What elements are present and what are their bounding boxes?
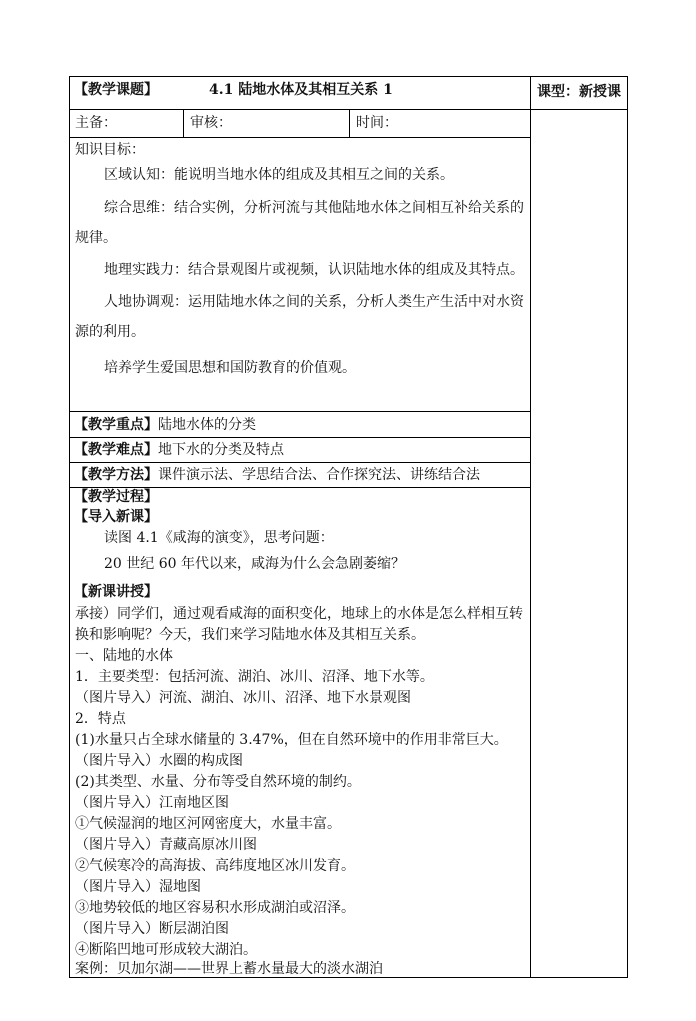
objectives-heading: 知识目标： bbox=[75, 142, 145, 158]
methods-bottom-border bbox=[69, 487, 530, 488]
keypoints-bottom-border bbox=[69, 437, 530, 438]
methods-label: 【教学方法】 bbox=[74, 467, 158, 483]
lesson-title: 4.1 陆地水体及其相互关系 1 bbox=[209, 82, 393, 98]
difficulties-row bbox=[74, 442, 284, 458]
meta-bottom-border bbox=[69, 137, 530, 138]
reviewer-label: 审核： bbox=[190, 115, 232, 131]
table-top-border bbox=[69, 76, 628, 77]
main-column-divider bbox=[530, 76, 531, 978]
difficulties-label: 【教学难点】 bbox=[74, 442, 158, 458]
lesson-line: （图片导入）断层湖泊图 bbox=[75, 921, 229, 937]
objective-item: 地理实践力：结合景观图片或视频，认识陆地水体的组成及其特点。 bbox=[104, 262, 524, 278]
lesson-line: 一、陆地的水体 bbox=[75, 648, 173, 664]
lesson-line: 换和影响呢？今天，我们来学习陆地水体及其相互关系。 bbox=[75, 627, 425, 643]
intro-line: 读图 4.1《咸海的演变》，思考问题： bbox=[104, 530, 334, 546]
lesson-line: ②气候寒冷的高海拔、高纬度地区冰川发育。 bbox=[75, 858, 355, 874]
lesson-line: 1．主要类型：包括河流、湖泊、冰川、沼泽、地下水等。 bbox=[75, 669, 434, 685]
lesson-line: 承接）同学们，通过观看咸海的面积变化，地球上的水体是怎么样相互转 bbox=[75, 606, 523, 622]
new-lesson-heading: 【新课讲授】 bbox=[74, 584, 158, 600]
objective-item: 源的利用。 bbox=[75, 324, 145, 340]
objective-item: 人地协调观：运用陆地水体之间的关系，分析人类生产生活中对水资 bbox=[104, 294, 524, 310]
difficulties-value: 地下水的分类及特点 bbox=[158, 442, 284, 458]
lesson-line: ④断陷凹地可形成较大湖泊。 bbox=[75, 942, 257, 958]
key-points-label: 【教学重点】 bbox=[74, 417, 158, 433]
objective-item: 综合思维：结合实例，分析河流与其他陆地水体之间相互补给关系的 bbox=[104, 200, 524, 216]
table-bottom-border bbox=[69, 977, 628, 978]
objective-item: 区域认知：能说明当地水体的组成及其相互之间的关系。 bbox=[104, 167, 454, 183]
key-points-value: 陆地水体的分类 bbox=[158, 417, 256, 433]
lesson-line: （图片导入）青藏高原冰川图 bbox=[75, 837, 257, 853]
preparer-label: 主备： bbox=[75, 115, 117, 131]
lesson-line: （图片导入）河流、湖泊、冰川、沼泽、地下水景观图 bbox=[75, 690, 411, 706]
table-left-border bbox=[69, 76, 70, 978]
lesson-line: （图片导入）湿地图 bbox=[75, 879, 201, 895]
time-label: 时间： bbox=[356, 115, 398, 131]
lesson-line: (2)其类型、水量、分布等受自然环境的制约。 bbox=[75, 774, 361, 790]
lesson-line: （图片导入）水圈的构成图 bbox=[75, 753, 243, 769]
key-points-row bbox=[74, 417, 256, 433]
lesson-line: ③地势较低的地区容易积水形成湖泊或沼泽。 bbox=[75, 900, 355, 916]
lesson-line: (1)水量只占全球水储量的 3.47%，但在自然环境中的作用非常巨大。 bbox=[75, 732, 508, 748]
objectives-bottom-border bbox=[69, 411, 530, 412]
objective-item: 规律。 bbox=[75, 230, 117, 246]
objective-item: 培养学生爱国思想和国防教育的价值观。 bbox=[104, 360, 356, 376]
lesson-line: （图片导入）江南地区图 bbox=[75, 795, 229, 811]
meta-divider-1 bbox=[183, 109, 184, 138]
intro-heading: 【导入新课】 bbox=[74, 509, 158, 525]
intro-line: 20 世纪 60 年代以来，咸海为什么会急剧萎缩？ bbox=[104, 556, 405, 572]
lesson-type: 课型：新授课 bbox=[537, 84, 621, 100]
lesson-line: ①气候湿润的地区河网密度大，水量丰富。 bbox=[75, 816, 341, 832]
lesson-line: 2．特点 bbox=[75, 711, 126, 727]
methods-value: 课件演示法、学思结合法、合作探究法、讲练结合法 bbox=[158, 467, 480, 483]
lesson-line: 案例：贝加尔湖——世界上蓄水量最大的淡水湖泊 bbox=[75, 961, 383, 977]
meta-divider-2 bbox=[349, 109, 350, 138]
title-label: 【教学课题】 bbox=[74, 82, 158, 98]
methods-row bbox=[74, 467, 480, 483]
difficulties-bottom-border bbox=[69, 462, 530, 463]
table-right-border bbox=[627, 76, 628, 978]
process-heading: 【教学过程】 bbox=[74, 489, 158, 505]
